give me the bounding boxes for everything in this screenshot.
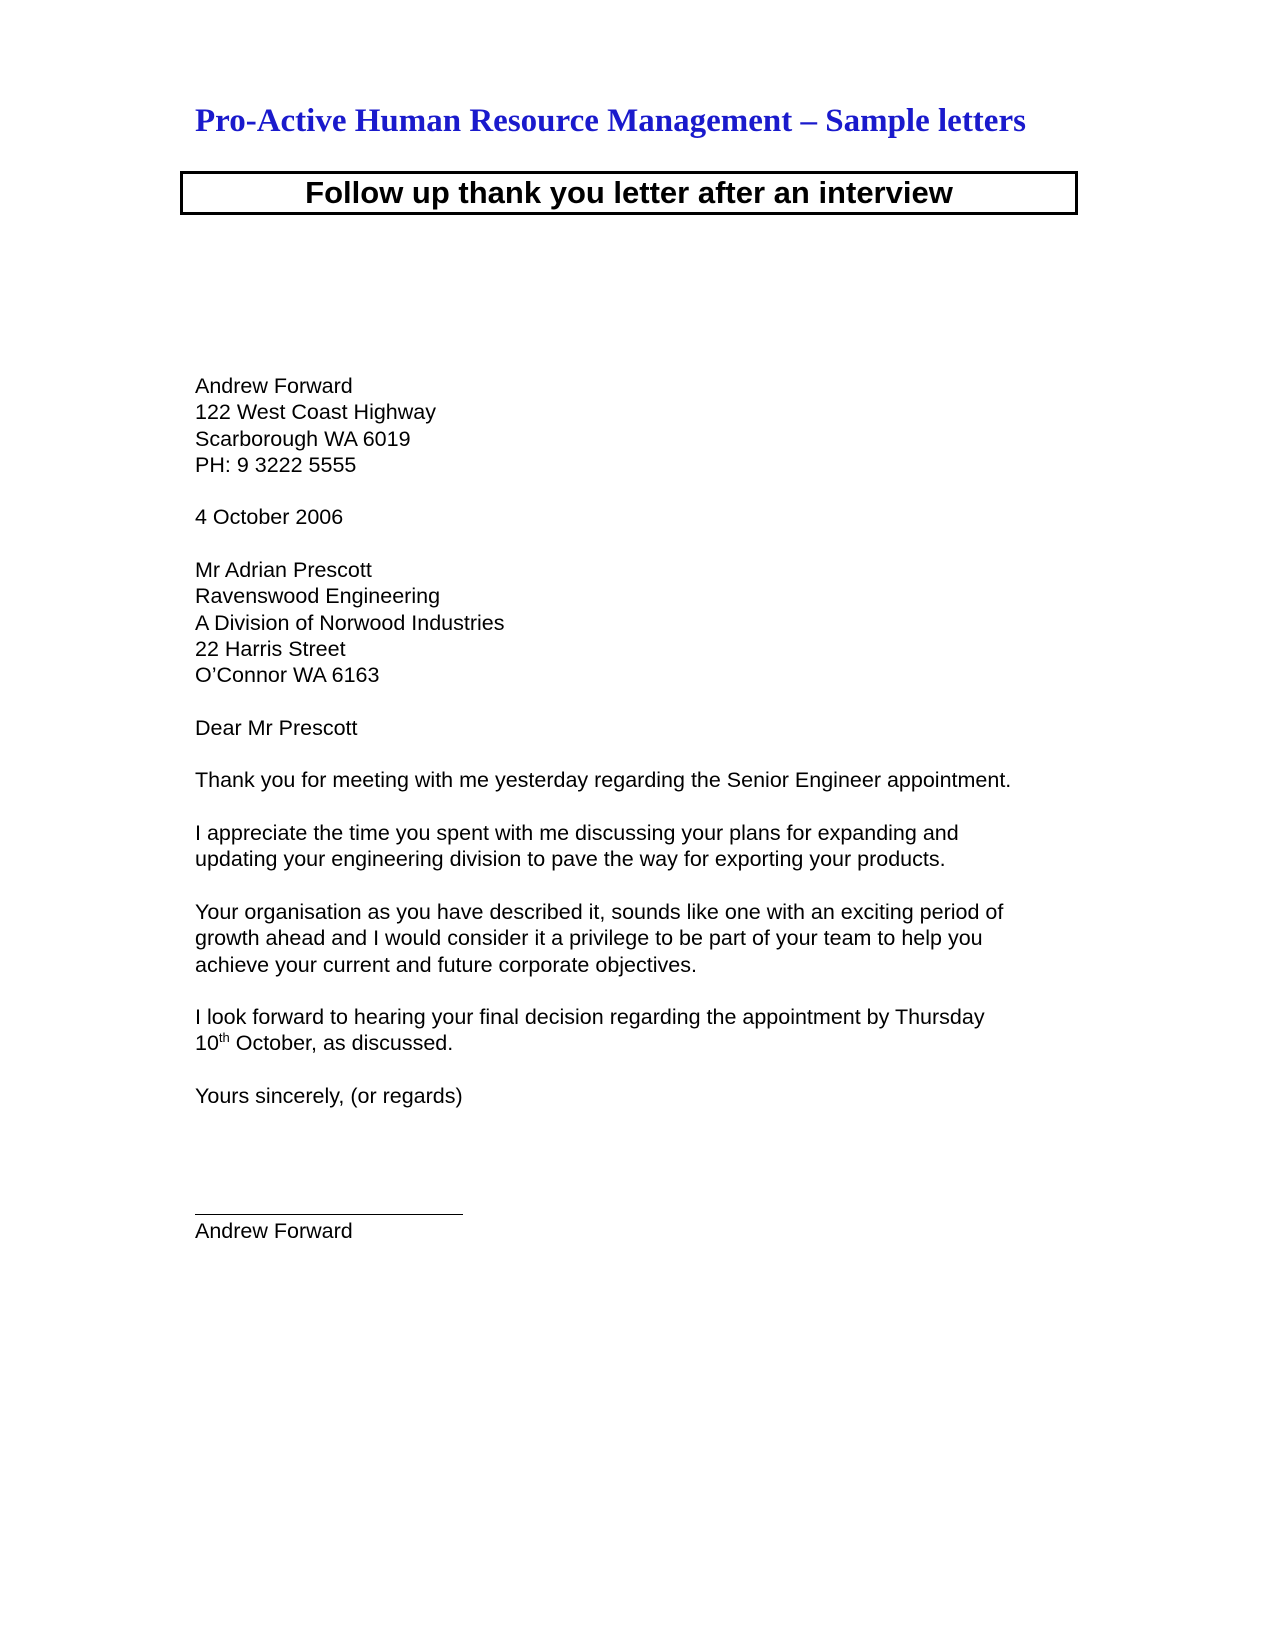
letter-title-box: [180, 171, 1078, 215]
letter-date: 4 October 2006: [195, 505, 344, 530]
sender-phone: PH: 9 3222 5555: [195, 452, 357, 477]
paragraph-2-line-1: I appreciate the time you spent with me discussing your plans for expanding and: [195, 821, 959, 846]
paragraph-2-line-2: updating your engineering division to pave the way for exporting your products.: [195, 847, 946, 872]
date-rest: October, as discussed.: [229, 1031, 454, 1056]
paragraph-3-line-1: Your organisation as you have described it, sounds like one with an exciting period of: [195, 899, 1004, 924]
sender-name: Andrew Forward: [195, 374, 353, 398]
salutation: Dear Mr Prescott: [195, 715, 358, 740]
letter-title: Follow up thank you letter after an interview: [305, 175, 953, 210]
recipient-street: 22 Harris Street: [195, 636, 346, 661]
signature-line: [195, 1214, 463, 1215]
page-header-title: Pro-Active Human Resource Management – Sample letters: [195, 103, 1026, 139]
recipient-city: O’Connor WA 6163: [195, 663, 380, 688]
paragraph-1: Thank you for meeting with me yesterday regarding the Senior Engineer appointment.: [195, 768, 1012, 793]
sender-address-line1: 122 West Coast Highway: [195, 400, 436, 425]
paragraph-3-line-2: growth ahead and I would consider it a privilege to be part of your team to help you: [195, 926, 983, 951]
paragraph-4-line-2: [195, 1030, 1095, 1056]
recipient-name: Mr Adrian Prescott: [195, 558, 372, 583]
paragraph-3-line-3: achieve your current and future corporate objectives.: [195, 952, 697, 977]
date-ordinal-suffix: th: [218, 1030, 230, 1046]
letter-body: [195, 373, 1095, 1245]
date-day: 10: [195, 1031, 219, 1056]
recipient-company: Ravenswood Engineering: [195, 584, 441, 609]
closing: Yours sincerely, (or regards): [195, 1084, 463, 1109]
sender-address-line2: Scarborough WA 6019: [195, 426, 411, 451]
signature-name: Andrew Forward: [195, 1219, 353, 1244]
recipient-division: A Division of Norwood Industries: [195, 610, 505, 635]
paragraph-4-line-1: I look forward to hearing your final decision regarding the appointment by Thursday: [195, 1005, 985, 1030]
